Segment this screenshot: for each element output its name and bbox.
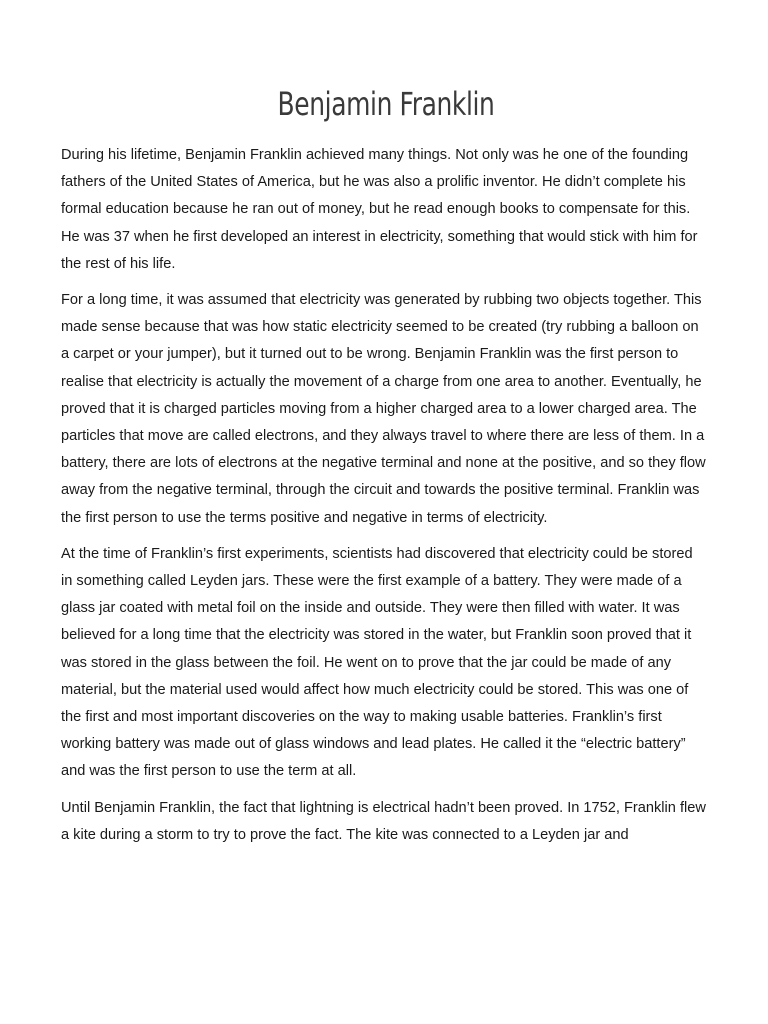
page-title: Benjamin Franklin — [277, 85, 495, 123]
paragraph-4: Until Benjamin Franklin, the fact that lightning is electrical hadn’t been proved. In 1752, Franklin flew a kite during a storm to try to prove the fact. The kite was connected to a Leyden jar and — [61, 799, 706, 843]
paragraph-1: During his lifetime, Benjamin Franklin achieved many things. Not only was he one of the founding fathers of the United States of America, but he was also a prolific inventor. He didn’t complete his formal education because he ran out of money, but he read enough books to compensate for this. He was 37 when he first developed an interest in electricity, something that would stick with him for the rest of his life. — [61, 147, 698, 272]
paragraph-3: At the time of Franklin’s first experiments, scientists had discovered that electricity could be stored in something called Leyden jars. These were the first example of a battery. They were made of a glass jar coated with metal foil on the inside and outside. They were then filled with water. It was believed for a long time that the electricity was stored in the water, but Franklin soon proved that it was stored in the glass between the foil. He went on to prove that the jar could be made of any material, but the material used would affect how much electricity could be stored. This was one of the first and most important discoveries on the way to making usable batteries. Franklin’s first working battery was made out of glass windows and lead plates. He called it the “electric battery” and was the first person to use the term at all. — [61, 545, 693, 780]
article-body — [61, 142, 707, 849]
paragraph-2: For a long time, it was assumed that electricity was generated by rubbing two objects together. This made sense because that was how static electricity seemed to be created (try rubbing a balloon on a carpet or your jumper), but it turned out to be wrong. Benjamin Franklin was the first person to realise that electricity is actually the movement of a charge from one area to another. Eventually, he proved that it is charged particles moving from a higher charged area to a lower charged area. The particles that move are called electrons, and they always travel to where there are less of them. In a battery, there are lots of electrons at the negative terminal and none at the positive, and so they flow away from the negative terminal, through the circuit and towards the positive terminal. Franklin was the first person to use the terms positive and negative in terms of electricity. — [61, 292, 706, 526]
